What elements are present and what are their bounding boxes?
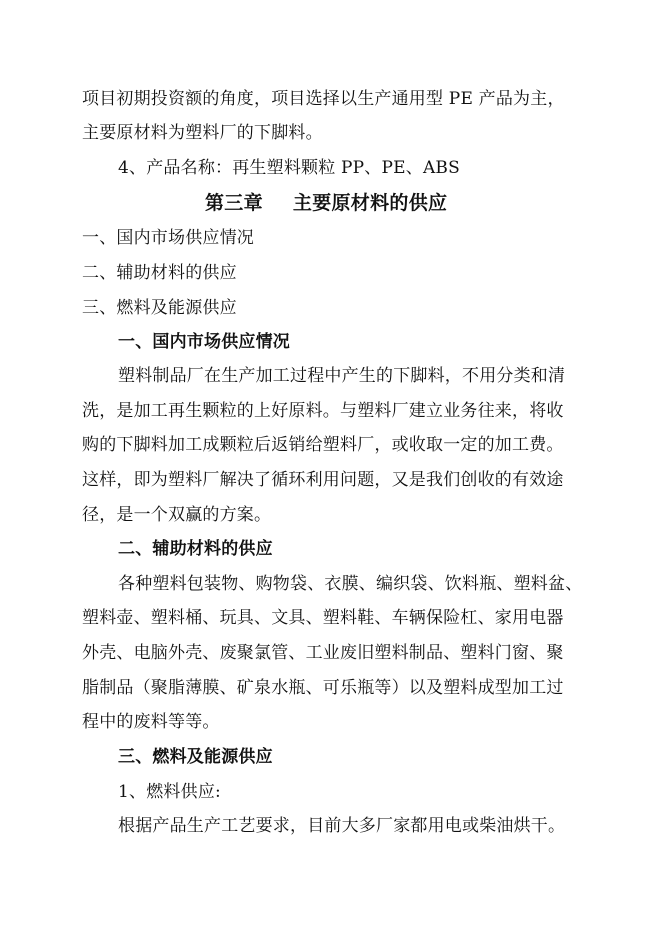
toc-item-3: 三、燃料及能源供应 xyxy=(82,298,237,318)
auxiliary-paragraph-line-5: 程中的废料等等。 xyxy=(82,712,220,732)
toc-item-2: 二、辅助材料的供应 xyxy=(82,263,237,283)
auxiliary-paragraph-line-3: 外壳、电脑外壳、废聚氯管、工业废旧塑料制品、塑料门窗、聚 xyxy=(82,643,564,663)
fuel-supply-subheading: 1、燃料供应: xyxy=(118,782,221,802)
auxiliary-paragraph-line-1: 各种塑料包装物、购物袋、衣膜、编织袋、饮料瓶、塑料盆、 xyxy=(118,574,583,594)
domestic-paragraph-line-4: 这样，即为塑料厂解决了循环利用问题，又是我们创收的有效途 xyxy=(82,470,564,490)
chapter-subject: 主要原材料的供应 xyxy=(292,192,448,214)
auxiliary-paragraph-line-2: 塑料壶、塑料桶、玩具、文具、塑料鞋、车辆保险杠、家用电器 xyxy=(82,608,564,628)
fuel-supply-paragraph: 根据产品生产工艺要求，目前大多厂家都用电或柴油烘干。 xyxy=(118,816,566,836)
auxiliary-paragraph-line-4: 脂制品（聚脂薄膜、矿泉水瓶、可乐瓶等）以及塑料成型加工过 xyxy=(82,678,564,698)
chapter-title xyxy=(205,192,447,214)
toc-item-1: 一、国内市场供应情况 xyxy=(82,228,254,248)
domestic-supply-heading: 一、国内市场供应情况 xyxy=(118,332,290,352)
domestic-paragraph-line-1: 塑料制品厂在生产加工过程中产生的下脚料，不用分类和清 xyxy=(118,366,566,386)
domestic-paragraph-line-3: 购的下脚料加工成颗粒后返销给塑料厂，或收取一定的加工费。 xyxy=(82,435,564,455)
product-name-line: 4、产品名称：再生塑料颗粒 PP、PE、ABS xyxy=(118,158,460,178)
intro-line-2: 主要原材料为塑料厂的下脚料。 xyxy=(82,123,323,143)
energy-supply-heading: 三、燃料及能源供应 xyxy=(118,747,273,767)
domestic-paragraph-line-5: 径，是一个双赢的方案。 xyxy=(82,505,272,525)
auxiliary-materials-heading: 二、辅助材料的供应 xyxy=(118,539,273,559)
chapter-number: 第三章 xyxy=(205,192,263,214)
intro-line-1: 项目初期投资额的角度，项目选择以生产通用型 PE 产品为主， xyxy=(82,89,565,109)
domestic-paragraph-line-2: 洗，是加工再生颗粒的上好原料。与塑料厂建立业务往来，将收 xyxy=(82,401,564,421)
